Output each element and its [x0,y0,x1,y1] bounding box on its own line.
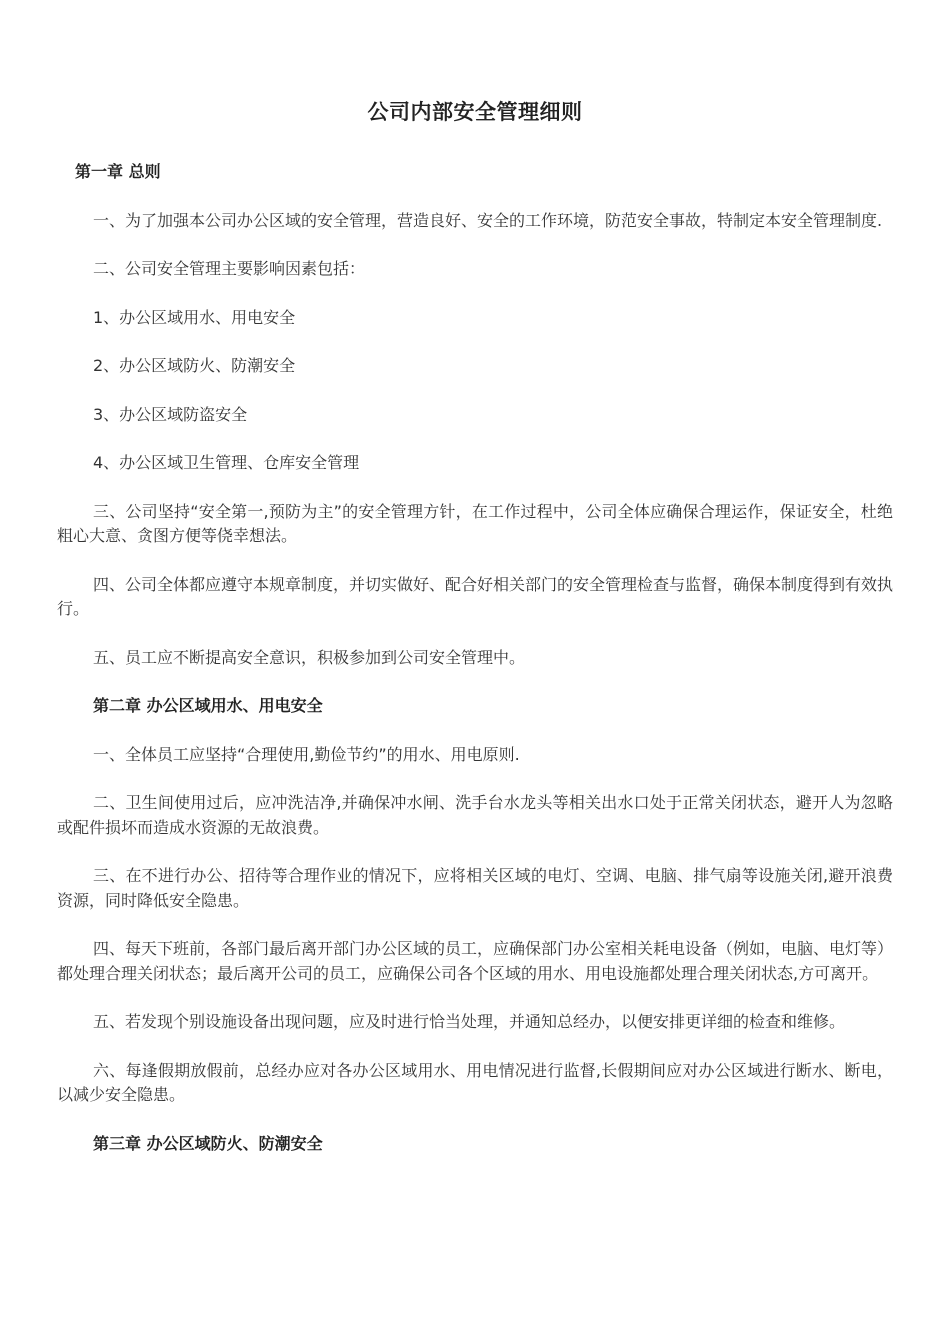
paragraph: 五、若发现个别设施设备出现问题，应及时进行恰当处理，并通知总经办，以便安排更详细的检查和维修。 [93,1012,846,1031]
paragraph: 一、为了加强本公司办公区域的安全管理，营造良好、安全的工作环境，防范安全事故，特制定本安全管理制度. [93,210,883,230]
chapter-heading: 第二章 办公区域用水、用电安全 [93,696,323,715]
paragraph: 一、全体员工应坚持“合理使用,勤俭节约”的用水、用电原则. [93,744,520,764]
paragraph: 二、公司安全管理主要影响因素包括： [93,259,366,278]
list-item: 2、办公区域防火、防潮安全 [93,356,296,375]
paragraph: 四、每天下班前，各部门最后离开部门办公区域的员工，应确保部门办公室相关耗电设备（例如，电脑、电灯等）都处理合理关闭状态；最后离开公司的员工，应确保公司各个区域的用水、用电设施都处理合理关闭状态,方可离开。 [57,939,894,983]
paragraph: 五、员工应不断提高安全意识，积极参加到公司安全管理中。 [93,647,526,667]
paragraph: 二、卫生间使用过后，应冲洗洁净,并确保冲水闸、洗手台水龙头等相关出水口处于正常关闭状态，避开人为忽略或配件损坏而造成水资源的无故浪费。 [57,793,893,837]
paragraph: 三、公司坚持“安全第一,预防为主”的安全管理方针，在工作过程中，公司全体应确保合理运作，保证安全，杜绝粗心大意、贪图方便等侥幸想法。 [57,501,893,545]
chapter-heading: 第三章 办公区域防火、防潮安全 [93,1133,323,1153]
document-title: 公司内部安全管理细则 [367,100,583,124]
paragraph: 四、公司全体都应遵守本规章制度，并切实做好、配合好相关部门的安全管理检查与监督，确保本制度得到有效执行。 [57,574,894,618]
list-item: 4、办公区域卫生管理、仓库安全管理 [93,453,360,472]
chapter-heading: 第一章 总则 [75,162,161,181]
document-body [57,160,893,1180]
list-item: 1、办公区域用水、用电安全 [93,307,296,327]
paragraph: 六、每逢假期放假前，总经办应对各办公区域用水、用电情况进行监督,长假期间应对办公区域进行断水、断电，以减少安全隐患。 [57,1060,893,1104]
list-item: 3、办公区域防盗安全 [93,404,248,424]
paragraph: 三、在不进行办公、招待等合理作业的情况下，应将相关区域的电灯、空调、电脑、排气扇等设施关闭,避开浪费资源，同时降低安全隐患。 [57,866,893,910]
